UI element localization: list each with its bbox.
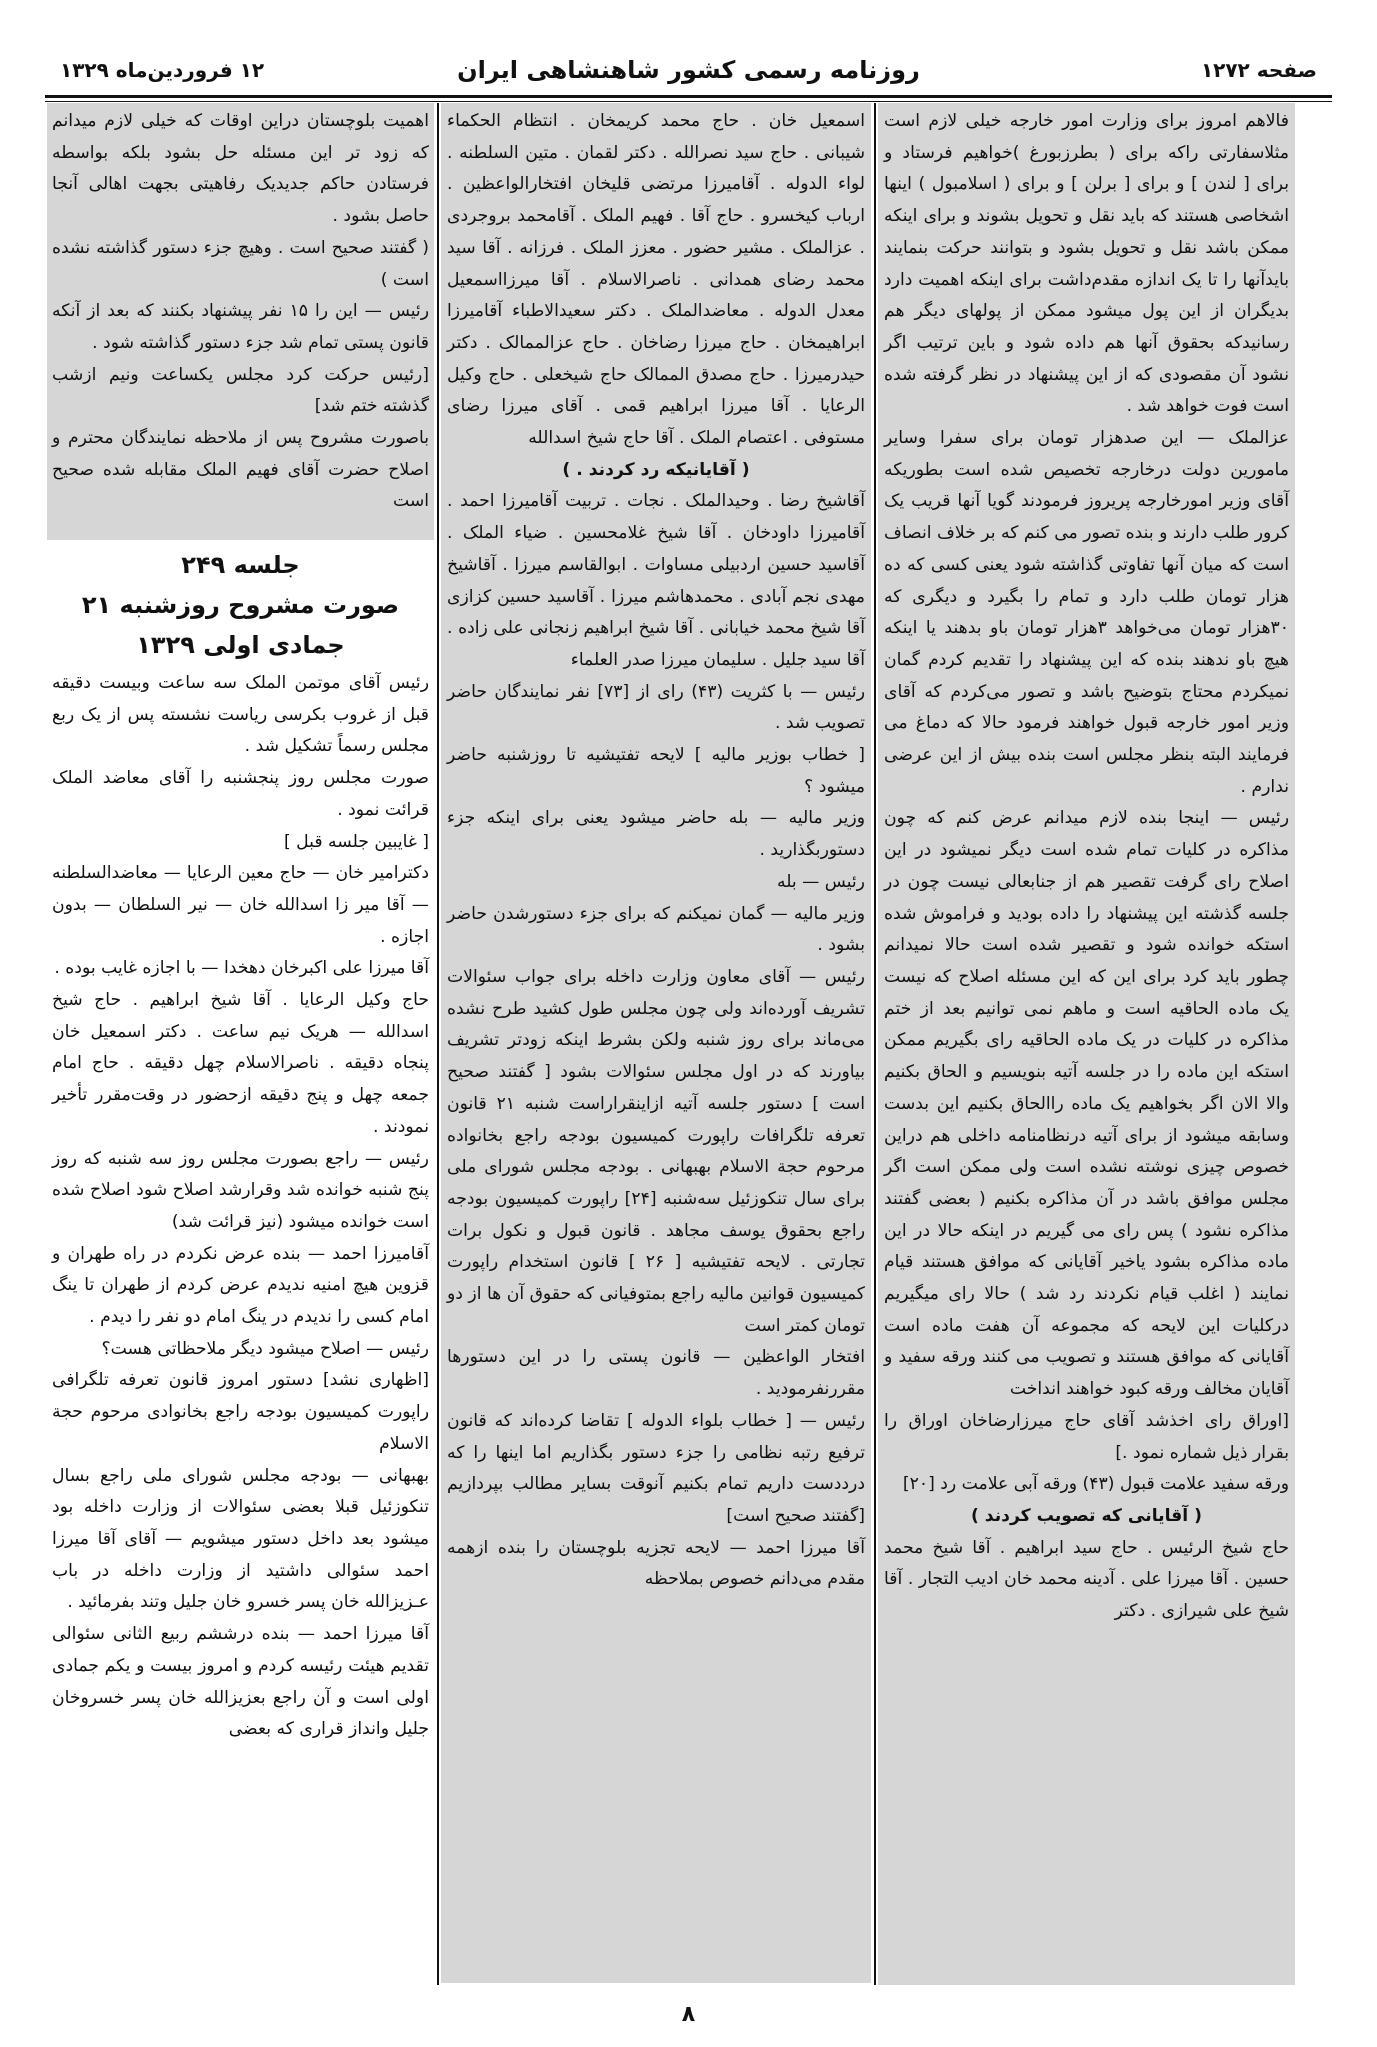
paragraph-speech: بهبهانی — بودجه مجلس شورای ملی راجع بسال تنکوزئیل قبلا بعضی سئوالات از وزارت داخله بود میشود بعد داخل دستور میشویم — آقای آقا میرزا احمد سئوالی داشتید از وزارت داخله در باب عـزیزالله خان پسر خسرو خان جلیل وتند بفرمائید . bbox=[52, 1465, 429, 1613]
paragraph: فالاهم امروز برای وزارت امور خارجه خیلی لازم است مثلاسفارتی راکه برای ( بطرزبورغ )خواهیم فرستاد و برای [ لندن ] و برای [ برلن ] و برای ( اسلامبول ) اینها اشخاصی هستند که باید نقل و تحویل بشوند و برای اینکه ممکن باشد نقل و تحویل بشود و بتوانند حرکت بنمایند بایدآنها را تا یک اندازه مقدم‌داشت برای اینکه اهمیت دارد بدیگران از این پول میشود ممکن از پولهای دیگر هم رسانیدکه بحقوق آنها هم داده شود و باین ترتیب اگر نشود آن مقصودی که از این پیشنهاد در نظر گرفته شده است فوت خواهد شد . bbox=[884, 111, 1289, 417]
left-column-bottom bbox=[52, 668, 429, 1746]
paragraph-speech: رئیس — با کثریت (۴۳) رای از [۷۳] نفر نمایندگان حاضر تصویب شد . bbox=[447, 681, 865, 734]
middle-column bbox=[447, 106, 865, 1596]
header-page-number: صفحه ۱۲۷۲ bbox=[1200, 58, 1317, 82]
paragraph-speech: رئیس — اصلاح میشود دیگر ملاحظاتی هست؟ bbox=[101, 1338, 429, 1359]
session-number: جلسه ۲۴۹ bbox=[181, 551, 300, 579]
paragraph-speech: آقا میرزا احمد — لایحه تجزیه بلوچستان را بنده ازهمه مقدم می‌دانم خصوص بملاحظه bbox=[447, 1537, 865, 1590]
paragraph-speech: وزیر مالیه — گمان نمیکنم که برای جزء دستورشدن حاضر بشود . bbox=[447, 903, 865, 956]
paragraph-speech: رئیس — [ خطاب بلواء الدوله ] تقاضا کرده‌اند که قانون ترفیع رتبه نظامی را جزء دستور بگذاریم اما اینها را که درددست داریم تمام بکنیم آنوقت بسایر مطالب بپردازیم [گفتند صحیح است] bbox=[447, 1410, 865, 1526]
paragraph: آقاشیخ رضا . وحیدالملک . نجات . تربیت آقامیرزا احمد . آقامیرزا داودخان . آقا شیخ غلامحسین . ضیاء الملک . آقاسید حسین اردبیلی مساوات . ابوالقاسم میرزا . آقاشیخ مهدی نجم آبادی . محمدهاشم میرزا . آقاسید حسین کزازی آقا شیخ محمد خیابانی . آقا شیخ ابراهیم زنجانی علی زاده . آقا سید جلیل . سلیمان میرزا صدر العلماء bbox=[447, 491, 865, 670]
paragraph: اسمعیل خان . حاج محمد کریمخان . انتظام الحکماء شیبانی . حاج سید نصرالله . دکتر لقمان . متین السلطنه . لواء الدوله . آقامیرزا مرتضی قلیخان افتخارالواعظین . ارباب کیخسرو . حاج آقا . فهیم الملک . آقامحمد بروجردی . عزالملک . مشیر حضور . معزز الملک . فرزانه . آقا سید محمد رضای همدانی . ناصرالاسلام . آقا میرزااسمعیل معدل الدوله . معاضدالملک . دکتر سعیدالاطباء آقامیرزا ابراهیمخان . حاج میرزا رضاخان . حاج عزالممالک . دکتر حیدرمیرزا . حاج مصدق الممالک حاج شیخعلی . حاج وکیل الرعایا . آقا میرزا ابراهیم قمی . آقای میرزا رضای مستوفی . اعتصام الملک . آقا حاج شیخ اسدالله bbox=[447, 111, 865, 449]
footer-page-number: ۸ bbox=[681, 2002, 696, 2027]
paragraph-speech: رئیس — راجع بصورت مجلس روز سه شنبه که روز پنج شنبه خوانده شد وقرارشد اصلاح شود اصلاح شده است خوانده میشود (نیز قرائت شد) bbox=[52, 1148, 429, 1232]
header-title: روزنامه رسمی کشور شاهنشاهی ایران bbox=[457, 56, 920, 84]
paragraph-speech: وزیر مالیه — بله حاضر میشود یعنی برای اینکه جزء دستوربگذارید . bbox=[447, 808, 865, 861]
header-rule bbox=[45, 95, 1332, 98]
paragraph: اهمیت بلوچستان دراین اوقات که خیلی لازم میدانم که زود تر این مسئله حل بشود بلکه بواسطه فرستادن حاکم جدیدیک رفاهیتی بجهت اهالی آنجا حاصل بشود . bbox=[52, 111, 429, 227]
paragraph-speech: افتخار الواعظین — قانون پستی را در این دستورها مقررنفرمودید . bbox=[447, 1347, 865, 1400]
column-divider bbox=[874, 103, 876, 1985]
paragraph: ورقه سفید علامت قبول (۴۳) ورقه آبی علامت رد [۲۰] bbox=[902, 1474, 1289, 1495]
paragraph-speech: رئیس — بله bbox=[777, 871, 865, 892]
paragraph: آقا میرزا علی اکبرخان دهخدا — با اجازه غایب بوده . bbox=[54, 958, 429, 979]
column-divider bbox=[437, 103, 439, 1985]
paragraph: ( آقایانیکه رد کردند . ) bbox=[562, 459, 750, 480]
right-column bbox=[884, 106, 1289, 1628]
paragraph: حاج شیخ الرئیس . حاج سید ابراهیم . آقا شیخ محمد حسین . آقا میرزا علی . آدینه محمد خان ادیب التجار . آقا شیخ علی شیرازی . دکتر bbox=[884, 1537, 1289, 1622]
paragraph: صورت مجلس روز پنجشنبه را آقای معاضد الملک قرائت نمود . bbox=[52, 768, 429, 820]
session-heading bbox=[52, 545, 429, 665]
left-column-top bbox=[52, 106, 429, 518]
paragraph-speech: رئیس — آقای معاون وزارت داخله برای جواب سئوالات تشریف آورده‌اند ولی چون مجلس طول کشید طرح نشده می‌ماند برای روز شنبه ولکن بشرط اینکه زودتر تشریف بیاورند که در اول مجلس سئوالات بشود [ گفتند صحیح است ] دستور جلسه آتیه ازاینقراراست شنبه ۲۱ قانون تعرفه تلگرافات راپورت کمیسیون بودجه راجع بخانواده مرحوم حجة الاسلام بهبهانی . بودجه مجلس شورای ملی برای سال تنکوزئیل سه‌شنبه [۲۴] راپورت کمیسیون بودجه راجع بحقوق یوسف مجاهد . قانون قبول و نکول برات تجارتی . لایحه تفتیشیه [ ۲۶ ] قانون استخدام راپورت کمیسیون قوانین مالیه راجع بمتوفیانی که حقوق آن ها از دو تومان کمتر است bbox=[446, 966, 865, 1336]
paragraph: باصورت مشروح پس از ملاحظه نمایندگان محترم و اصلاح حضرت آقای فهیم الملک مقابله شده صحیح است bbox=[52, 428, 429, 512]
paragraph-speech: رئیس — این را ۱۵ نفر پیشنهاد بکنند که بعد از آنکه قانون پستی تمام شد جزء دستور گذاشته شود . bbox=[52, 301, 429, 353]
header-rule-thin bbox=[45, 101, 1332, 102]
session-title-line2: جمادی اولی ۱۳۲۹ bbox=[136, 631, 345, 659]
paragraph: دکترامیر خان — حاج معین الرعایا — معاضدالسلطنه — آقا میر زا اسدالله خان — نیر السلطان — بدون اجازه . bbox=[52, 863, 429, 947]
page-header bbox=[60, 50, 1317, 90]
paragraph: ( گفتند صحیح است . وهیچ جزء دستور گذاشته نشده است ) bbox=[52, 237, 429, 290]
paragraph-speech: آقا میرزا احمد — بنده درششم ربیع الثانی سئوالی تقدیم هیئت رئیسه کردم و امروز بیست و یکم جمادی اولی است و آن راجع بعزیزالله خان پسر خسروخان جلیل وانداز قراری که بعضی bbox=[52, 1624, 429, 1740]
paragraph: [اظهاری نشد] دستور امروز قانون تعرفه تلگرافی راپورت کمیسیون بودجه راجع بخانوادی مرحوم حجة الاسلام bbox=[52, 1370, 429, 1454]
header-date: ۱۲ فروردین‌ماه ۱۳۲۹ bbox=[60, 58, 265, 82]
paragraph: [اوراق رای اخذشد آقای حاج میرزارضاخان اوراق را بقرار ذیل شماره نمود .] bbox=[884, 1410, 1289, 1463]
paragraph-speech: آقامیرزا احمد — بنده عرض نکردم در راه طهران و قزوین هیچ امنیه ندیدم عرض کردم از طهران تا ینگ امام کسی را ندیدم در ینگ امام دو نفر را دیدم . bbox=[52, 1243, 429, 1328]
paragraph: حاج وکیل الرعایا . آقا شیخ ابراهیم . حاج شیخ اسدالله — هریک نیم ساعت . دکتر اسمعیل خان پنجاه دقیقه . ناصرالاسلام چهل دقیقه . حاج امام جمعه چهل و پنج دقیقه ازحضور در وقت‌مقرر تأخیر نمودند . bbox=[52, 990, 429, 1137]
paragraph-speech: رئیس — اینجا بنده لازم میدانم عرض کنم که چون مذاکره در کلیات تمام شده است دیگر نمیشود در این اصلاح رای گرفت تقصیر هم از جنابعالی نیست چون در جلسه گذشته این پیشنهاد را داده بودید و فراموش شده استکه خوانده شود و تقصیر شده است حالا نمیدانم چطور باید کرد برای این که این مسئله اصلاح که نیست یک ماده الحاقیه است و ماهم نمی توانیم بعد از ختم مذاکره در کلیات در یک ماده الحاقیه رای بگیریم ممکن استکه این ماده را در جلسه آتیه بنویسیم و الحاق بکنیم والا الان اگر بخواهیم یک ماده راالحاق بکنیم این بدست وسابقه میشود از برای آتیه درنظامنامه داخلی هم دراین خصوص چیزی نوشته نشده است ولی ممکن است اگر مجلس موافق باشد در آن مذاکره بکنیم ( بعضی گفتند مذاکره نشود ) پس رای می گیریم در اینکه حالا در این ماده مذاکره بشود یاخیر آقایانی که موافق هستند قیام نمایند ( اغلب قیام نکردند رد شد ) حالا رای میگیریم درکلیات این لایحه که مجموعه آن هفت ماده است آقایانی که موافق هستند و تصویب می کنند ورقه سفید و آقایان مخالف ورقه کبود خواهند انداخت bbox=[884, 808, 1289, 1400]
paragraph: ( آقایانی که تصویب کردند ) bbox=[970, 1505, 1203, 1526]
paragraph: [ خطاب بوزیر مالیه ] لایحه تفتیشیه تا روزشنبه حاضر میشود ؟ bbox=[447, 745, 865, 797]
paragraph: [رئیس حرکت کرد مجلس یکساعت ونیم ازشب گذشته ختم شد] bbox=[52, 364, 429, 417]
paragraph: رئیس آقای موتمن الملک سه ساعت وبیست دقیقه قبل از غروب بکرسی ریاست نشسته پس از یک ربع مجلس رسماً تشکیل شد . bbox=[52, 673, 429, 757]
paragraph: [ غایبین جلسه قبل ] bbox=[283, 831, 429, 852]
paragraph-speech: عزالملک — این صدهزار تومان برای سفرا وسایر مامورین دولت درخارجه تخصیص شده است بطوریکه آقای وزیر امورخارجه پریروز فرمودند گویا آنها قریب یک کرور طلب دارند و بنده تصور می کنم که بر خلاف انصاف است که میان آنها تفاوتی گذاشته شود یعنی کسی که ده هزار تومان طلب دارد و تمام را بگیرد و دیگری که ۳۰هزار تومان می‌خواهد ۳هزار تومان باو بدهند یا اینکه هیچ باو ندهند بنده که این پیشنهاد را تقدیم کردم گمان نمیکردم محتاج بتوضیح باشد و تصور می‌کردم که آقای وزیر امور خارجه قبول خواهند فرمود حالا که دماغ می فرمایند البته بنظر مجلس است بنده بیش از این عرضی ندارم . bbox=[884, 428, 1289, 797]
session-title-line1: صورت مشروح روزشنبه ۲۱ bbox=[81, 591, 400, 619]
